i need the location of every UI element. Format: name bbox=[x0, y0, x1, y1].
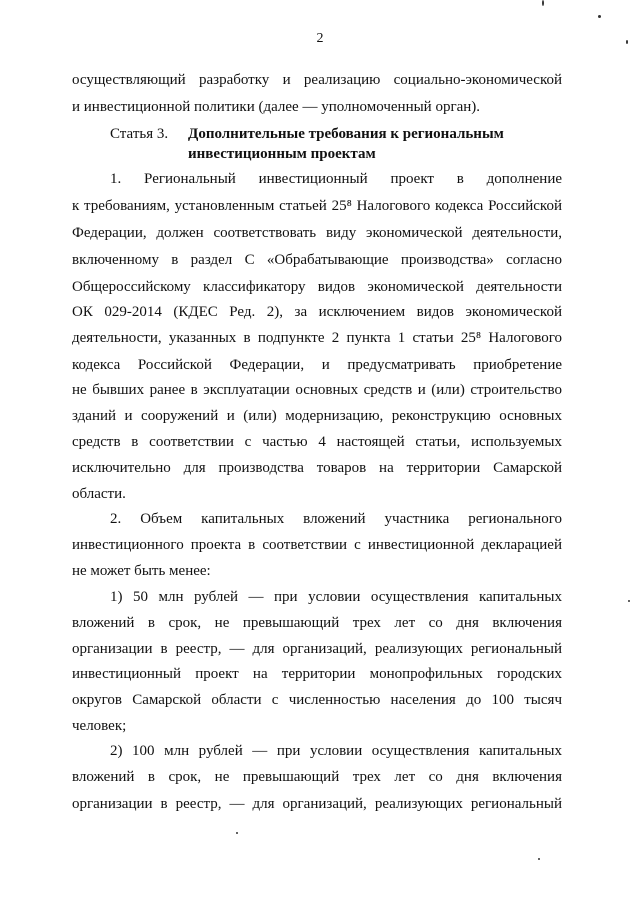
body-line: инвестиционного проекта в соответствии с инвестиционной декларацией bbox=[72, 537, 562, 553]
body-line: 1. Региональный инвестиционный проект в дополнение bbox=[110, 171, 562, 187]
body-line: вложений в срок, не превышающий трех лет со дня включения bbox=[72, 769, 562, 785]
body-line: 2. Объем капитальных вложений участника регионального bbox=[110, 511, 562, 527]
body-line: инвестиционный проект на территории монопрофильных городских bbox=[72, 666, 562, 682]
body-line: округов Самарской области с численностью населения до 100 тысяч bbox=[72, 692, 562, 708]
scan-speck bbox=[542, 0, 544, 6]
body-line: деятельности, указанных в подпункте 2 пункта 1 статьи 25⁸ Налогового bbox=[72, 330, 562, 346]
body-line: человек; bbox=[72, 718, 127, 734]
body-line: не бывших ранее в эксплуатации основных средств и (или) строительство bbox=[72, 382, 562, 398]
scan-speck bbox=[628, 600, 630, 602]
body-line: осуществляющий разработку и реализацию социально-экономической bbox=[72, 72, 562, 88]
body-line: Федерации, должен соответствовать виду экономической деятельности, bbox=[72, 225, 562, 241]
scan-speck bbox=[538, 858, 540, 860]
body-line: к требованиям, установленным статьей 25⁸ Налогового кодекса Российской bbox=[72, 198, 562, 214]
body-line: Общероссийскому классификатору видов экономической деятельности bbox=[72, 279, 562, 295]
article-label: Статья 3. bbox=[110, 126, 169, 142]
body-line: 2) 100 млн рублей — при условии осуществления капитальных bbox=[110, 743, 562, 759]
body-line: вложений в срок, не превышающий трех лет со дня включения bbox=[72, 615, 562, 631]
body-line: зданий и сооружений и (или) модернизацию, реконструкцию основных bbox=[72, 408, 562, 424]
body-line: средств в соответствии с частью 4 настоящей статьи, используемых bbox=[72, 434, 562, 450]
body-line: области. bbox=[72, 486, 126, 502]
body-line: кодекса Российской Федерации, и предусматривать приобретение bbox=[72, 357, 562, 373]
scan-speck bbox=[236, 832, 238, 834]
body-line: 1) 50 млн рублей — при условии осуществления капитальных bbox=[110, 589, 562, 605]
body-line: ОК 029-2014 (КДЕС Ред. 2), за исключением видов экономической bbox=[72, 304, 562, 320]
body-line: организации в реестр, — для организаций, реализующих региональный bbox=[72, 641, 562, 657]
body-line: не может быть менее: bbox=[72, 563, 211, 579]
page-number: 2 bbox=[316, 31, 324, 46]
scan-speck bbox=[626, 40, 628, 44]
body-line: исключительно для производства товаров на территории Самарской bbox=[72, 460, 562, 476]
body-line: включенному в раздел С «Обрабатывающие производства» согласно bbox=[72, 252, 562, 268]
body-line: организации в реестр, — для организаций, реализующих региональный bbox=[72, 796, 562, 812]
body-line: и инвестиционной политики (далее — уполномоченный орган). bbox=[72, 99, 481, 115]
article-title-line: Дополнительные требования к региональным bbox=[188, 126, 504, 142]
article-title-line: инвестиционным проектам bbox=[188, 146, 376, 162]
scan-speck bbox=[598, 15, 601, 18]
